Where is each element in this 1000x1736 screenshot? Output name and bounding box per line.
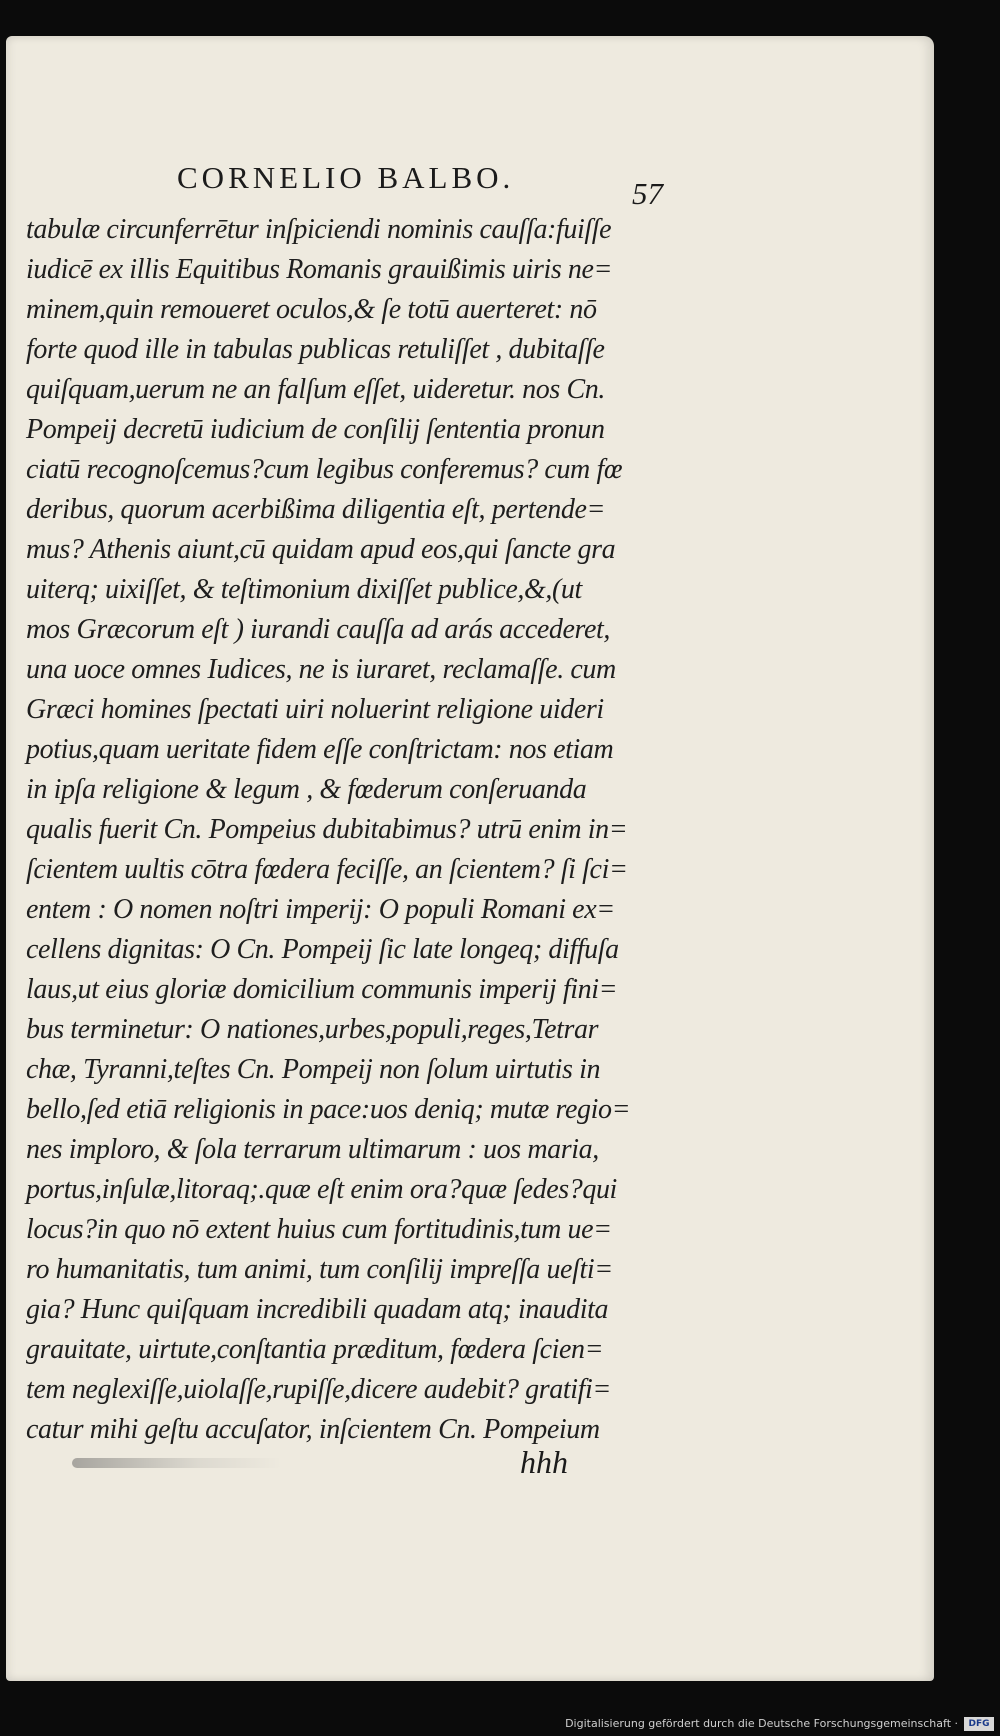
text-line: cellens dignitas: O Cn. Pompeij ſic late longeq; diffuſa bbox=[26, 934, 619, 965]
dfg-logo: DFG bbox=[964, 1717, 994, 1731]
page-number: 57 bbox=[632, 176, 663, 211]
text-line: ro humanitatis, tum animi, tum conſilij impreſſa ueſti= bbox=[26, 1254, 613, 1285]
text-line: ciatū recognoſcemus?cum legibus conferemus? cum fœ bbox=[26, 454, 623, 485]
text-line: tem neglexiſſe,uiolaſſe,rupiſſe,dicere audebit? gratifi= bbox=[26, 1374, 611, 1405]
text-line: portus,inſulæ,litoraq;.quæ eſt enim ora?quæ ſedes?qui bbox=[26, 1174, 617, 1205]
text-line: minem,quin remoueret oculos,& ſe totū auerteret: nō bbox=[26, 294, 597, 325]
text-line: iudicē ex illis Equitibus Romanis grauißimis uiris ne= bbox=[26, 254, 613, 285]
text-line: gia? Hunc quiſquam incredibili quadam atq; inaudita bbox=[26, 1294, 609, 1325]
text-line: Pompeij decretū iudicium de conſilij ſententia pronun bbox=[26, 414, 605, 445]
text-line: deribus, quorum acerbißima diligentia eſt, pertende= bbox=[26, 494, 606, 525]
text-line: grauitate, uirtute,conſtantia præditum, fœdera ſcien= bbox=[26, 1334, 604, 1365]
text-line: laus,ut eius gloriæ domicilium communis imperij fini= bbox=[26, 974, 618, 1005]
signature-mark: hhh bbox=[520, 1444, 568, 1480]
text-line: quiſquam,uerum ne an falſum eſſet, uideretur. nos Cn. bbox=[26, 374, 605, 405]
text-line: in ipſa religione & legum , & fœderum conſeruanda bbox=[26, 774, 587, 805]
text-line: potius,quam ueritate fidem eſſe conſtrictam: nos etiam bbox=[26, 734, 614, 765]
running-head: CORNELIO BALBO. bbox=[177, 160, 515, 195]
text-line: una uoce omnes Iudices, ne is iuraret, reclamaſſe. cum bbox=[26, 654, 616, 685]
text-line: locus?in quo nō extent huius cum fortitudinis,tum ue= bbox=[26, 1214, 612, 1245]
text-line: entem : O nomen noſtri imperij: O populi Romani ex= bbox=[26, 894, 615, 925]
digitization-credit: Digitalisierung gefördert durch die Deutsche Forschungsgemeinschaft · bbox=[565, 1717, 958, 1730]
text-line: ſcientem uultis cōtra fœdera feciſſe, an ſcientem? ſi ſci= bbox=[26, 854, 628, 885]
text-line: chæ, Tyranni,teſtes Cn. Pompeij non ſolum uirtutis in bbox=[26, 1054, 601, 1085]
text-line: mos Græcorum eſt ) iurandi cauſſa ad arás accederet, bbox=[26, 614, 610, 645]
text-line: qualis fuerit Cn. Pompeius dubitabimus? utrū enim in= bbox=[26, 814, 628, 845]
text-line: mus? Athenis aiunt,cū quidam apud eos,qui ſancte gra bbox=[26, 534, 616, 565]
ink-bleed-mark bbox=[72, 1458, 282, 1468]
text-line: Græci homines ſpectati uiri noluerint religione uideri bbox=[26, 694, 604, 725]
body-text bbox=[26, 210, 708, 1450]
text-line: uiterq; uixiſſet, & teſtimonium dixiſſet publice,&,(ut bbox=[26, 574, 582, 605]
text-line: forte quod ille in tabulas publicas retuliſſet , dubitaſſe bbox=[26, 334, 605, 365]
text-line: tabulæ circunferrētur inſpiciendi nominis cauſſa:fuiſſe bbox=[26, 214, 612, 245]
text-line: bus terminetur: O nationes,urbes,populi,reges,Tetrar bbox=[26, 1014, 599, 1045]
text-line: catur mihi geſtu accuſator, inſcientem Cn. Pompeium bbox=[26, 1414, 600, 1445]
text-line: nes imploro, & ſola terrarum ultimarum : uos maria, bbox=[26, 1134, 599, 1165]
text-line: bello,ſed etiā religionis in pace:uos deniq; mutæ regio= bbox=[26, 1094, 631, 1125]
